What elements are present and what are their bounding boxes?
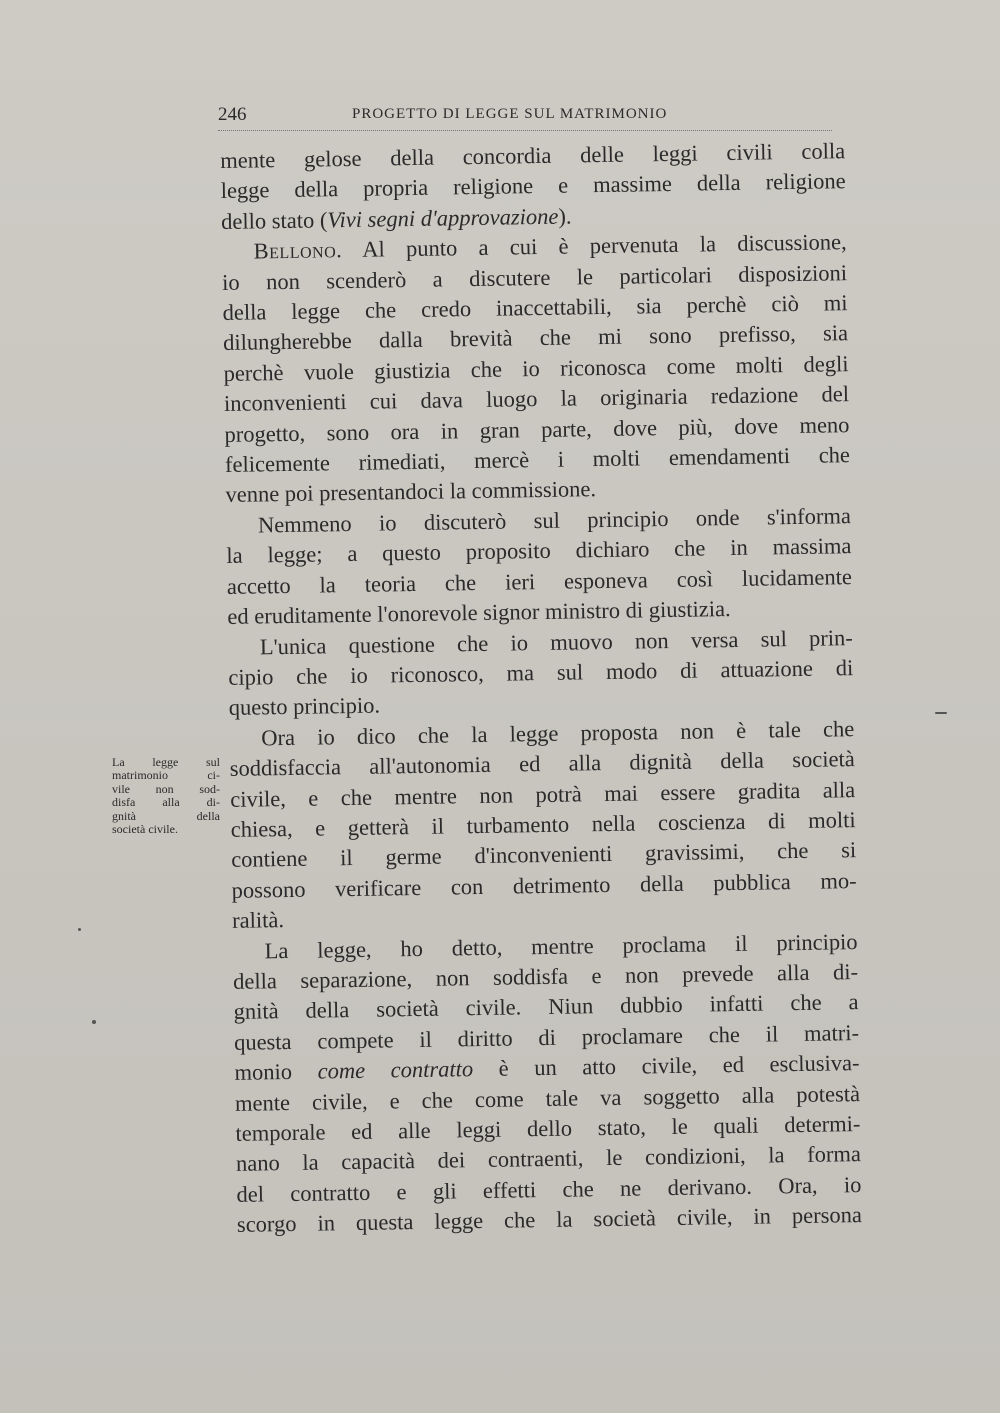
page-number: 246 <box>218 104 247 125</box>
text-segment: perchè vuole giustizia che io riconosca come molti degli <box>223 351 849 386</box>
text-segment: la legge; a questo proposito dichiaro che in massima <box>226 533 852 569</box>
text-segment: L'unica questione che io muovo non versa sul prin- <box>259 624 853 659</box>
text-segment: della separazione, non soddisfa e non prevede alla di- <box>232 959 859 994</box>
text-segment: La legge, ho detto, mentre proclama il principio <box>264 928 858 963</box>
text-segment: ). <box>558 203 572 229</box>
text-segment: nano la capacità dei contraenti, le condizioni, la forma <box>235 1141 862 1177</box>
text-segment: inconvenienti cui dava luogo la originaria redazione del <box>223 381 850 417</box>
text-segment: è un atto civile, ed esclusiva- <box>472 1050 860 1082</box>
text-segment: della legge che credo inaccettabili, sia perchè ciò mi <box>222 290 848 326</box>
paper-speck <box>935 712 947 714</box>
margin-note-line: disfa alla di- <box>112 795 220 810</box>
margin-note-line: vile non sod- <box>112 781 220 796</box>
margin-note-line: matrimonio ci- <box>112 768 220 783</box>
text-segment: io non scenderò a discutere le particolari disposizioni <box>221 259 848 295</box>
text-segment: questa compete il diritto di proclamare che il matri- <box>233 1019 860 1055</box>
text-segment: temporale ed alle leggi dello stato, le quali determi- <box>235 1111 861 1146</box>
text-segment: mente gelose della concordia delle leggi civili colla <box>220 138 846 173</box>
text-segment: progetto, sono ora in gran parte, dove più, dove meno <box>224 411 850 447</box>
text-segment: possono verificare con detrimento della pubblica mo- <box>231 867 857 903</box>
text-segment: cipio che io riconosco, ma sul modo di attuazione di <box>228 655 854 690</box>
margin-note <box>112 756 220 836</box>
italic-text: come contratto <box>317 1056 474 1084</box>
text-segment: chiesa, e getterà il turbamento nella coscienza di molti <box>230 807 856 842</box>
text-segment: Nemmeno io discuterò sul principio onde s'informa <box>257 503 852 538</box>
speaker-name: Bellono. <box>253 237 343 264</box>
paper-speck <box>78 928 81 931</box>
paper-speck <box>92 1020 96 1024</box>
text-segment: venne poi presentandoci la commissione. <box>225 476 597 508</box>
text-segment: monio <box>234 1058 318 1086</box>
text-segment: felicemente rimediati, mercè i molti emendamenti che <box>224 442 851 478</box>
margin-note-line: società civile. <box>112 822 178 837</box>
text-segment: dilungherebbe dalla brevità che mi sono prefisso, sia <box>222 320 849 356</box>
margin-note-line: La legge sul <box>112 755 220 769</box>
text-segment: accetto la teoria che ieri esponeva così lucidamente <box>226 563 853 599</box>
text-segment: ralità. <box>231 907 285 934</box>
text-segment: mente civile, e che come tale va soggetto alla potestà <box>234 1080 861 1116</box>
margin-note-line: gnità della <box>112 808 220 823</box>
text-segment: contiene il germe d'inconvenienti gravissimi, che si <box>231 837 857 873</box>
page-header <box>218 104 832 131</box>
text-segment: soddisfaccia all'autonomia ed alla dignità della società <box>229 746 855 782</box>
text-segment: scorgo in questa legge che la società civile, in persona <box>236 1202 863 1238</box>
text-segment: questo principio. <box>228 692 381 721</box>
text-segment: del contratto e gli effetti che ne derivano. Ora, io <box>236 1171 862 1207</box>
italic-text: Vivi segni d'approvazione <box>327 203 559 233</box>
text-segment: Al punto a cui è pervenuta la discussione, <box>342 229 847 263</box>
running-title: PROGETTO DI LEGGE SUL MATRIMONIO <box>352 106 668 122</box>
text-segment: Ora io dico che la legge proposta non è tale che <box>261 715 855 751</box>
text-segment: civile, e che mentre non potrà mai essere gradita alla <box>230 776 856 812</box>
text-segment: legge della propria religione e massime della religione <box>220 168 846 204</box>
text-segment: ed eruditamente l'onorevole signor ministro di giustizia. <box>227 596 731 630</box>
body-text <box>220 136 862 1240</box>
text-segment: dello stato ( <box>220 207 328 234</box>
text-segment: gnità della società civile. Niun dubbio infatti che a <box>233 989 859 1025</box>
